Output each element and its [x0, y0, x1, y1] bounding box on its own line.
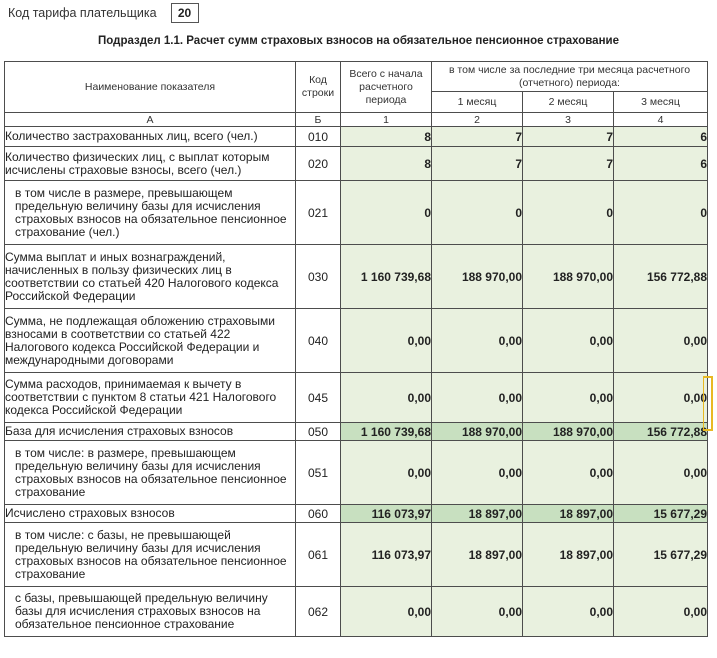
table-row: [5, 505, 708, 523]
value-cell[interactable]: 8: [341, 147, 432, 181]
row-code: 021: [296, 181, 341, 245]
column-letter: Б: [296, 113, 341, 127]
header-month-3: 3 месяц: [614, 92, 708, 113]
table-row: [5, 181, 708, 245]
row-name: в том числе: в размере, превышающем предельную величину базы для исчисления страховых взносов на обязательное пенсионное страхование: [5, 441, 296, 505]
table-row: [5, 441, 708, 505]
row-code: 020: [296, 147, 341, 181]
value-cell[interactable]: 8: [341, 127, 432, 147]
tariff-code-field[interactable]: 20: [171, 3, 199, 23]
value-cell[interactable]: 1 160 739,68: [341, 245, 432, 309]
value-cell[interactable]: 0,00: [341, 441, 432, 505]
value-cell[interactable]: 116 073,97: [341, 523, 432, 587]
row-code: 060: [296, 505, 341, 523]
value-cell[interactable]: 6: [614, 127, 708, 147]
section-title: Подраздел 1.1. Расчет сумм страховых взносов на обязательное пенсионное страхование: [98, 35, 619, 47]
value-cell[interactable]: 188 970,00: [432, 245, 523, 309]
row-name: Сумма выплат и иных вознаграждений, начисленных в пользу физических лиц в соответствии со статьей 420 Налогового кодекса Российской Федерации: [5, 245, 296, 309]
value-cell[interactable]: 0,00: [614, 309, 708, 373]
row-name: Исчислено страховых взносов: [5, 505, 296, 523]
value-cell[interactable]: 0,00: [341, 309, 432, 373]
value-cell[interactable]: 0: [523, 181, 614, 245]
row-code: 062: [296, 587, 341, 637]
value-cell[interactable]: 116 073,97: [341, 505, 432, 523]
header-last-three-months: в том числе за последние три месяца расчетного (отчетного) периода:: [432, 62, 708, 92]
row-name: База для исчисления страховых взносов: [5, 423, 296, 441]
tariff-row: [8, 3, 199, 23]
value-cell[interactable]: 0,00: [614, 373, 708, 423]
row-name: Количество физических лиц, с выплат которым исчислены страховые взносы, всего (чел.): [5, 147, 296, 181]
value-cell[interactable]: 0,00: [523, 309, 614, 373]
header-total: Всего с начала расчетного периода: [341, 62, 432, 113]
row-code: 030: [296, 245, 341, 309]
table-row: [5, 147, 708, 181]
value-cell[interactable]: 0: [614, 181, 708, 245]
contributions-table: [4, 61, 708, 637]
table-row: [5, 523, 708, 587]
value-cell[interactable]: 0,00: [523, 587, 614, 637]
value-cell[interactable]: 18 897,00: [432, 523, 523, 587]
table-row: [5, 245, 708, 309]
column-letter: 4: [614, 113, 708, 127]
value-cell[interactable]: 18 897,00: [523, 523, 614, 587]
value-cell[interactable]: 7: [523, 147, 614, 181]
value-cell[interactable]: 0,00: [432, 587, 523, 637]
row-name: Количество застрахованных лиц, всего (чел.): [5, 127, 296, 147]
value-cell[interactable]: 0,00: [614, 587, 708, 637]
header-name: Наименование показателя: [5, 62, 296, 113]
column-letter: 3: [523, 113, 614, 127]
row-name: в том числе: с базы, не превышающей предельную величину базы для исчисления страховых взносов на обязательное пенсионное страхование: [5, 523, 296, 587]
value-cell[interactable]: 7: [523, 127, 614, 147]
value-cell[interactable]: 18 897,00: [523, 505, 614, 523]
value-cell[interactable]: 0: [432, 181, 523, 245]
value-cell[interactable]: 0,00: [341, 587, 432, 637]
table-row: [5, 309, 708, 373]
table-row: [5, 127, 708, 147]
header-code: Код строки: [296, 62, 341, 113]
row-code: 045: [296, 373, 341, 423]
row-code: 061: [296, 523, 341, 587]
column-letter: 2: [432, 113, 523, 127]
row-name: Сумма расходов, принимаемая к вычету в соответствии с пунктом 8 статьи 421 Налогового кодекса Российской Федерации: [5, 373, 296, 423]
value-cell[interactable]: 15 677,29: [614, 505, 708, 523]
value-cell[interactable]: 1 160 739,68: [341, 423, 432, 441]
table-row: [5, 587, 708, 637]
column-letter: 1: [341, 113, 432, 127]
value-cell[interactable]: 0,00: [523, 441, 614, 505]
header-month-1: 1 месяц: [432, 92, 523, 113]
value-cell[interactable]: 156 772,88: [614, 423, 708, 441]
value-cell[interactable]: 156 772,88: [614, 245, 708, 309]
value-cell[interactable]: 0,00: [432, 309, 523, 373]
value-cell[interactable]: 0,00: [432, 441, 523, 505]
value-cell[interactable]: 18 897,00: [432, 505, 523, 523]
table-row: [5, 373, 708, 423]
value-cell[interactable]: 0,00: [523, 373, 614, 423]
row-name: в том числе в размере, превышающем предельную величину базы для исчисления страховых взносов на обязательное пенсионное страхование (чел.): [5, 181, 296, 245]
header-month-2: 2 месяц: [523, 92, 614, 113]
value-cell[interactable]: 0: [341, 181, 432, 245]
table-row: [5, 423, 708, 441]
value-cell[interactable]: 188 970,00: [523, 423, 614, 441]
row-name: с базы, превышающей предельную величину базы для исчисления страховых взносов на обязательное пенсионное страхование: [5, 587, 296, 637]
value-cell[interactable]: 0,00: [341, 373, 432, 423]
row-name: Сумма, не подлежащая обложению страховыми взносами в соответствии со статьей 422 Налогового кодекса Российской Федерации и международными договорами: [5, 309, 296, 373]
value-cell[interactable]: 0,00: [614, 441, 708, 505]
value-cell[interactable]: 6: [614, 147, 708, 181]
row-code: 051: [296, 441, 341, 505]
row-code: 050: [296, 423, 341, 441]
value-cell[interactable]: 7: [432, 127, 523, 147]
value-cell[interactable]: 0,00: [432, 373, 523, 423]
row-code: 040: [296, 309, 341, 373]
value-cell[interactable]: 188 970,00: [432, 423, 523, 441]
tariff-label: Код тарифа плательщика: [8, 6, 157, 20]
value-cell[interactable]: 7: [432, 147, 523, 181]
column-letter: А: [5, 113, 296, 127]
value-cell[interactable]: 15 677,29: [614, 523, 708, 587]
value-cell[interactable]: 188 970,00: [523, 245, 614, 309]
row-code: 010: [296, 127, 341, 147]
focus-highlight: [703, 376, 713, 431]
